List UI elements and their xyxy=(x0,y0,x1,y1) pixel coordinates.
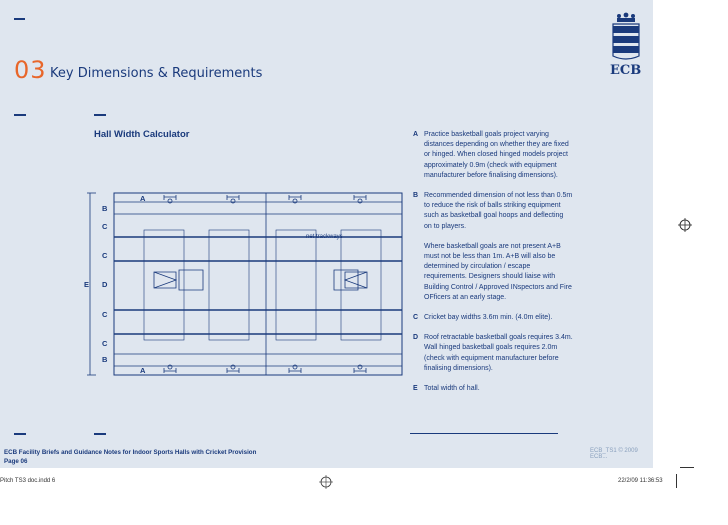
page-footer xyxy=(4,448,256,466)
slug-date: 22/2/09 11:36:53 xyxy=(618,478,663,484)
label-d: D xyxy=(102,280,108,289)
note-text: Roof retractable basketball goals requires 3.4m. Wall hinged basketball goals requires 2.0m (check with equipment manufacturer before finalising dimensions). xyxy=(424,334,573,372)
basketball-key-left xyxy=(154,272,176,288)
label-net-trackways: net trackways xyxy=(306,234,343,240)
note-text: Cricket bay widths 3.6m min. (4.0m elite). xyxy=(424,314,553,322)
ecb-logo-text: ECB xyxy=(610,63,642,78)
crop-mark-vertical xyxy=(676,474,677,488)
label-b-top: B xyxy=(102,204,108,213)
registration-mark-right-icon xyxy=(678,218,692,232)
pitch-4 xyxy=(341,230,381,340)
basketball-key-right xyxy=(345,272,367,288)
footer-copyright: ECB_TS1 © 2009 ECB... xyxy=(590,448,638,460)
label-a-bottom: A xyxy=(140,366,146,375)
footer-page-number: Page 06 xyxy=(4,458,28,465)
pitch-1 xyxy=(144,230,184,340)
notes-list xyxy=(413,130,573,404)
note-text: Recommended dimension of not less than 0.5m to reduce the risk of balls striking equipment such as basketball goal hoops and deflecting on to players. xyxy=(424,192,573,230)
note-text: Practice basketball goals project varying distances depending on whether they are fixed or hinged. When closed hinged models project approximately 0.9m (check with equipment manufacturer before finalising dimensions). xyxy=(424,131,569,179)
note-d xyxy=(413,333,573,374)
bottom-left-rule xyxy=(14,433,26,435)
bottom-notes-rule xyxy=(410,433,558,434)
note-key: D xyxy=(413,334,419,342)
note-key: C xyxy=(413,314,419,322)
note-text: Where basketball goals are not present A+B must not be less than 1m. A+B will also be determined by circulation / escape requirements. Designers should liaise with Building Control / Approved INspectors and Fire OFficers at an early stage. xyxy=(424,242,572,301)
label-c-1: C xyxy=(102,222,108,231)
crop-mark-right xyxy=(680,467,694,468)
label-e: E xyxy=(84,280,90,289)
mid-column-rule xyxy=(94,114,106,116)
note-a xyxy=(413,130,573,181)
label-a-top: A xyxy=(140,194,146,203)
registration-mark-bottom-icon xyxy=(319,475,333,489)
bottom-mid-rule xyxy=(94,433,106,435)
pitch-3 xyxy=(276,230,316,340)
note-e xyxy=(413,384,573,394)
label-c-2: C xyxy=(102,251,108,260)
note-c xyxy=(413,313,573,323)
label-b-bottom: B xyxy=(102,355,108,364)
basketball-court-left-a xyxy=(179,270,203,290)
note-b xyxy=(413,191,573,303)
note-key: E xyxy=(413,385,418,393)
calculator-title: Hall Width Calculator xyxy=(94,129,190,140)
note-key: B xyxy=(413,192,419,200)
hall-outline xyxy=(114,193,402,375)
section-number xyxy=(14,56,47,84)
note-key: A xyxy=(413,131,419,138)
footer-title: ECB Facility Briefs and Guidance Notes for Indoor Sports Halls with Cricket Provision xyxy=(4,449,257,456)
label-c-3: C xyxy=(102,310,108,319)
note-text: Total width of hall. xyxy=(424,385,480,393)
crown-lions-icon xyxy=(608,12,644,62)
top-left-rule xyxy=(14,18,25,20)
hall-width-diagram xyxy=(84,190,406,380)
section-title: Key Dimensions & Requirements xyxy=(50,66,263,81)
pitch-2 xyxy=(209,230,249,340)
left-column-rule xyxy=(14,114,26,116)
slug-file-name: Pitch TS3 doc.indd 6 xyxy=(0,478,56,484)
section-number-text: 03 xyxy=(14,56,47,84)
label-c-4: C xyxy=(102,339,108,348)
